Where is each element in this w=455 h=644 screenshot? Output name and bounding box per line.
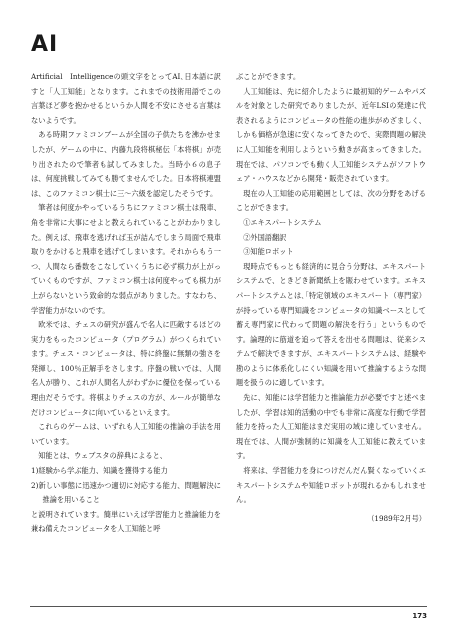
paragraph: 欧米では、チェスの研究が盛んで名人に匹敵するほどの実力をもったコンピュータ（プログラム）がつくられています。チェス・コンピュータは、特に終盤に無類の強さを発揮し、100％正解手をさします。序盤の戦いでは、人間名人が勝り、これが人間名人がわずかに優位を保っている理由だそうです。将棋よりチェスの方が、ルールが簡単なだけコンピュータに向いているといえます。 [31, 320, 221, 417]
paragraph: ぶことができます。 [236, 72, 301, 81]
paragraph: 人工知能は、先に紹介したように最初知的ゲームやパズルを対象とした研究でありましたが、近年LSIの発達に代表されるようにコンピュータの性能の進歩がめざましく、しかも価格が急速に安くなってきたので、実際問題の解決に人工知能を利用しようという動きが高まってきました。現在では、パソコンでも動く人工知能システムがソフトウェア・ハウスなどから開発・販売されています。 [236, 86, 426, 184]
paragraph: と説明されています。簡単にいえば学習能力と推論能力を兼ね備えたコンピュータを人工知能と呼 [31, 509, 221, 534]
paragraph: 現在の人工知能の応用範囲としては、次の分野をあげることができます。 [236, 188, 426, 213]
application-item: ②外国語翻訳 [243, 232, 287, 242]
right-column [236, 70, 426, 526]
paragraph: 先に、知能には学習能力と推論能力が必要ですと述べましたが、学習は知的活動の中でも非常に高度な行動で学習能力を持った人工知能はまだ実用の域に達していません。現在では、人間が強制的に知識を人工知能に教えています。 [236, 393, 426, 461]
page-title: AI [31, 32, 59, 57]
paragraph: Artificial Intelligenceの頭文字をとってAI､日本語に訳すと「人工知能」となります。これまでの技術用語でこの言葉ほど夢を抱かせるというか人間を不安にさせる言葉はないようです。 [31, 72, 221, 125]
paragraph: 知能とは、ウェブスタの辞典によると、 [38, 451, 167, 461]
application-item: ①エキスパートシステム [243, 217, 322, 227]
page-number: 173 [412, 612, 427, 620]
definition-item: 2)新しい事態に迅速かつ適切に対応する能力、問題解決に推論を用いること [31, 480, 221, 505]
paragraph: ある時期ファミコンブームが全国の子供たちを沸かせましたが、ゲームの中に、内藤九段将棋秘伝「本将棋」が売り出されたので筆者も試してみました。当時小６の息子は、何度挑戦してみても勝てませんでした。日本将棋連盟は、このファミコン棋士に三～六級を認定したそうです。 [31, 130, 221, 198]
left-column [31, 70, 221, 537]
paragraph: 現時点でもっとも経済的に見合う分野は、エキスパートシステムで、ときどき新聞紙上を賑わせています。エキスパートシステムとは､｢特定領域のエキスパート（専門家）が持っている専門知識をコンピュータの知識ベースとして蓄え専門家に代わって問題の解決を行う」というものです。論理的に筋道を追って答えを出せる問題は、従来システムで解決できますが、エキスパートシステムは、経験や勘のように体系化しにくい知識を用いて推論するような問題を扱うのに適しています。 [236, 261, 426, 388]
application-item: ③知能ロボット [243, 247, 294, 257]
paragraph: 筆者は何度かやっているうちにファミコン棋士は飛車、角を非常に大事にせよと教えられていることがわかりました。例えば、飛車を逃げれば玉が詰んでしまう局面で飛車取りをかけると飛車を逃げてしまいます。それからもう一つ、人間なら番数をこなしていくうちに必ず棋力が上がっていくものですが、ファミコン棋士は何度やっても棋力が上がらないという致命的な弱点がありました。すなわち、学習能力がないのです。 [31, 203, 221, 315]
footer-divider [30, 606, 427, 607]
definition-item: 1)経験から学ぶ能力、知識を獲得する能力 [31, 466, 168, 476]
publication-date: （1989年2月号） [367, 513, 426, 523]
paragraph: これらのゲームは、いずれも人工知能の推論の手法を用いています。 [31, 422, 221, 446]
paragraph: 将来は、学習能力を身につけだんだん賢くなっていくエキスパートシステムや知能ロボットが現れるかもしれません。 [236, 466, 426, 505]
